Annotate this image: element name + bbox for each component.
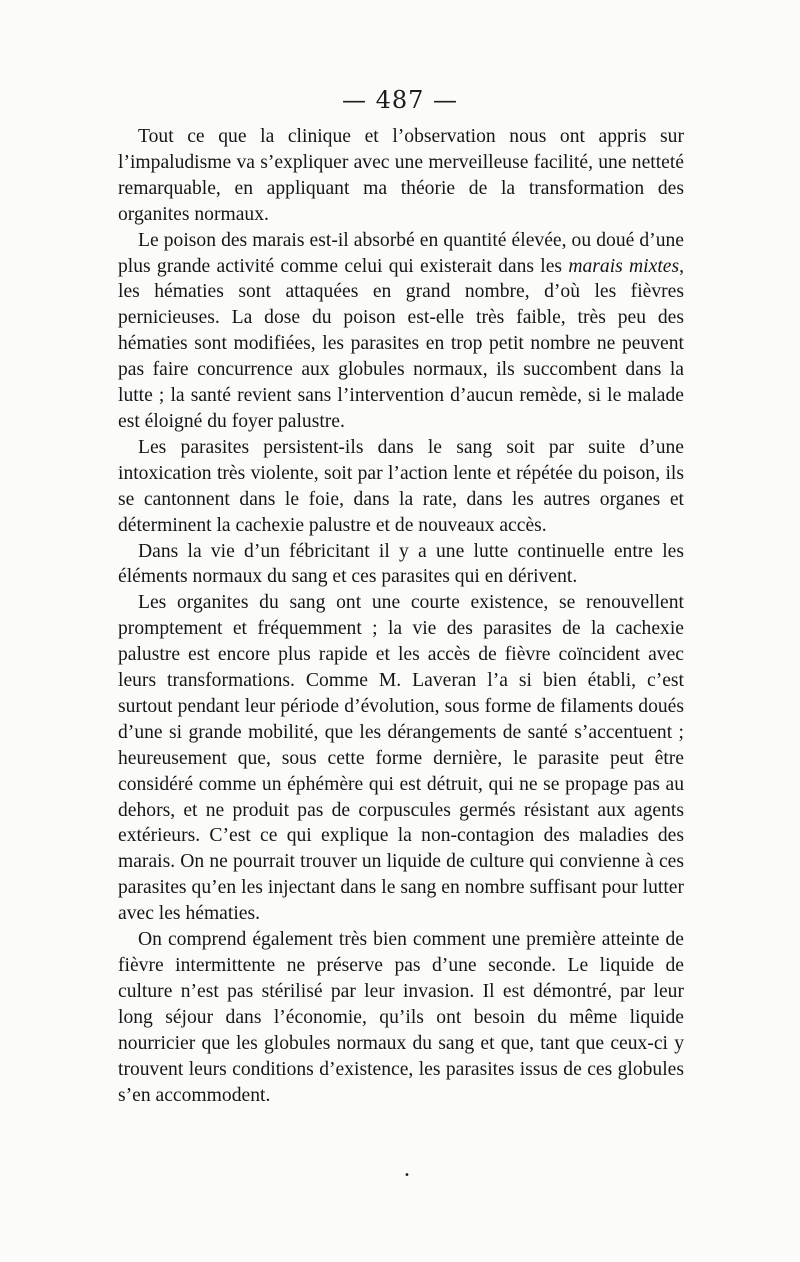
paragraph-2-emphasis: marais mixtes	[568, 255, 680, 277]
paragraph-6: On comprend également très bien comment une première atteinte de fièvre intermittente ne préserve pas d’une seconde. Le liquide de culture n’est pas stérilisé par leur invasion. Il est démontré, par leur long séjour dans l’économie, qu’ils ont besoin du même liquide nourricier que les globules normaux du sang et que, tant que ceux-ci y trouvent leurs conditions d’existence, les parasites issus de ces globules s’en accommodent.	[118, 929, 684, 1106]
paragraph-4: Dans la vie d’un fébricitant il y a une lutte continuelle entre les éléments normaux du sang et ces parasites qui en dérivent.	[118, 540, 684, 588]
page-number: — 487 —	[341, 86, 459, 114]
paragraph-3: Les parasites persistent-ils dans le sang soit par suite d’une intoxication très violente, soit par l’action lente et répétée du poison, ils se cantonnent dans le foie, dans la rate, dans les autres organes et déterminent la cachexie palustre et de nouveaux accès.	[118, 436, 684, 536]
body-text	[118, 124, 684, 1108]
paragraph-2-before: Le poison des marais est-il absorbé en quantité élevée, ou doué d’une plus grande activité comme celui qui existerait dans les	[118, 229, 684, 277]
paragraph-2	[118, 228, 684, 435]
paragraph-1: Tout ce que la clinique et l’observation nous ont appris sur l’impaludisme va s’expliquer avec une merveilleuse facilité, une netteté remarquable, en appliquant ma théorie de la transformation des organites normaux.	[118, 126, 684, 225]
paragraph-2-after: , les hématies sont attaquées en grand nombre, d’où les fièvres pernicieuses. La dose du poison est-elle très faible, très peu des hématies sont modifiées, les parasites en trop petit nombre ne peuvent pas faire concurrence aux globules normaux, ils succombent dans la lutte ; la santé revient sans l’intervention d’aucun remède, si le malade est éloigné du foyer palustre.	[118, 255, 684, 432]
paragraph-5: Les organites du sang ont une courte existence, se renouvellent promptement et fréquemment ; la vie des parasites de la cachexie palustre est encore plus rapide et les accès de fièvre coïncident avec leurs transformations. Comme M. Laveran l’a si bien établi, c’est surtout pendant leur période d’évolution, sous forme de filaments doués d’une si grande mobilité, que les dérangements de santé s’accentuent ; heureusement que, sous cette forme dernière, le parasite peut être considéré comme un éphémère qui est détruit, qui ne se propage pas au dehors, et ne produit pas de corpuscules germés résistant aux agents extérieurs. C’est ce qui explique la non-contagion des maladies des marais. On ne pourrait trouver un liquide de culture qui convienne à ces parasites qu’en les injectant dans le sang en nombre suffisant pour lutter avec les hématies.	[118, 592, 684, 925]
bottom-mark: •	[404, 1170, 410, 1181]
